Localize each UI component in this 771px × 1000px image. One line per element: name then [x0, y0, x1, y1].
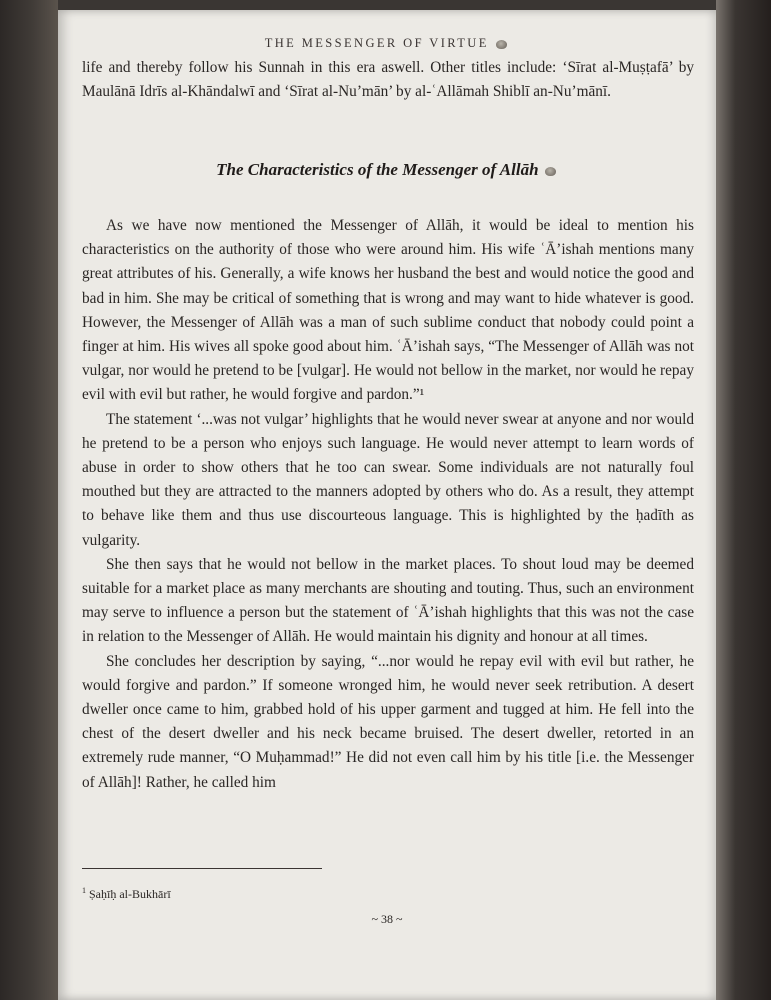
body-text [82, 214, 694, 795]
intro-paragraph [82, 56, 694, 104]
paragraph: She then says that he would not bellow in the market places. To shout loud may be deemed suitable for a market place as many merchants are shouting and touting. Thus, such an environment may serve to influence a person but the statement of ʿĀ’ishah highlights that this was not the case in relation to the Messenger of Allāh. He would maintain his dignity and honour at all times. [82, 555, 694, 646]
footnote-text: Ṣaḥīḥ al-Bukhārī [89, 887, 171, 901]
footnote-divider [82, 868, 322, 869]
section-heading-text: The Characteristics of the Messenger of Allāh [216, 160, 539, 179]
page-number: ~ 38 ~ [371, 912, 403, 926]
book-page [58, 10, 716, 1000]
paragraph: The statement ‘...was not vulgar’ highlights that he would never swear at anyone and nor would he pretend to be a person who enjoys such language. He would never attempt to learn words of abuse in order to show others that he too can swear. Some individuals are not naturally foul mouthed but they are attracted to the manners adopted by others who do. As a result, they attempt to behave like them and thus use discourteous language. This is highlighted by the ḥadīth as vulgarity. [82, 410, 694, 549]
paragraph: She concludes her description by saying, “...nor would he repay evil with evil but rather, he would forgive and pardon.” If someone wronged him, he would never seek retribution. A desert dweller once came to him, grabbed hold of his upper garment and tugged at him. He fell into the chest of the desert dweller and his neck became bruised. The desert dweller, retorted in an extremely rude manner, “O Muḥammad!” He did not even call him by his title [i.e. the Messenger of Allāh]! Rather, he called him [82, 652, 694, 791]
running-header-text: THE MESSENGER OF VIRTUE [264, 36, 489, 50]
running-header [58, 36, 716, 51]
section-heading [58, 160, 716, 180]
paragraph: As we have now mentioned the Messenger of Allāh, it would be ideal to mention his characteristics on the authority of those who were around him. His wife ʿĀ’ishah mentions many great attributes of his. Generally, a wife knows her husband the best and would notice the good and bad in him. She may be critical of something that is wrong and may want to hide whatever is good. However, the Messenger of Allāh was a man of such sublime conduct that nobody could point a finger at him. His wives all spoke good about him. ʿĀ’ishah says, “The Messenger of Allāh was not vulgar, nor would he pretend to be [vulgar]. He would not bellow in the market, nor would he repay evil with evil but rather, he would forgive and pardon.”¹ [82, 217, 694, 404]
honorific-icon [545, 167, 556, 176]
footnote [82, 886, 171, 902]
honorific-icon [496, 40, 507, 49]
book-spine-shadow [0, 0, 58, 1000]
intro-text: life and thereby follow his Sunnah in this era aswell. Other titles include: ‘Sīrat al-Muṣṭafā’ by Maulānā Idrīs al-Khāndalwī and ‘Sīrat al-Nu’mān’ by al-ʿAllāmah Shiblī an-Nu’mānī. [82, 59, 694, 101]
footnote-marker: 1 [82, 886, 86, 895]
book-edge-shadow [716, 0, 771, 1000]
